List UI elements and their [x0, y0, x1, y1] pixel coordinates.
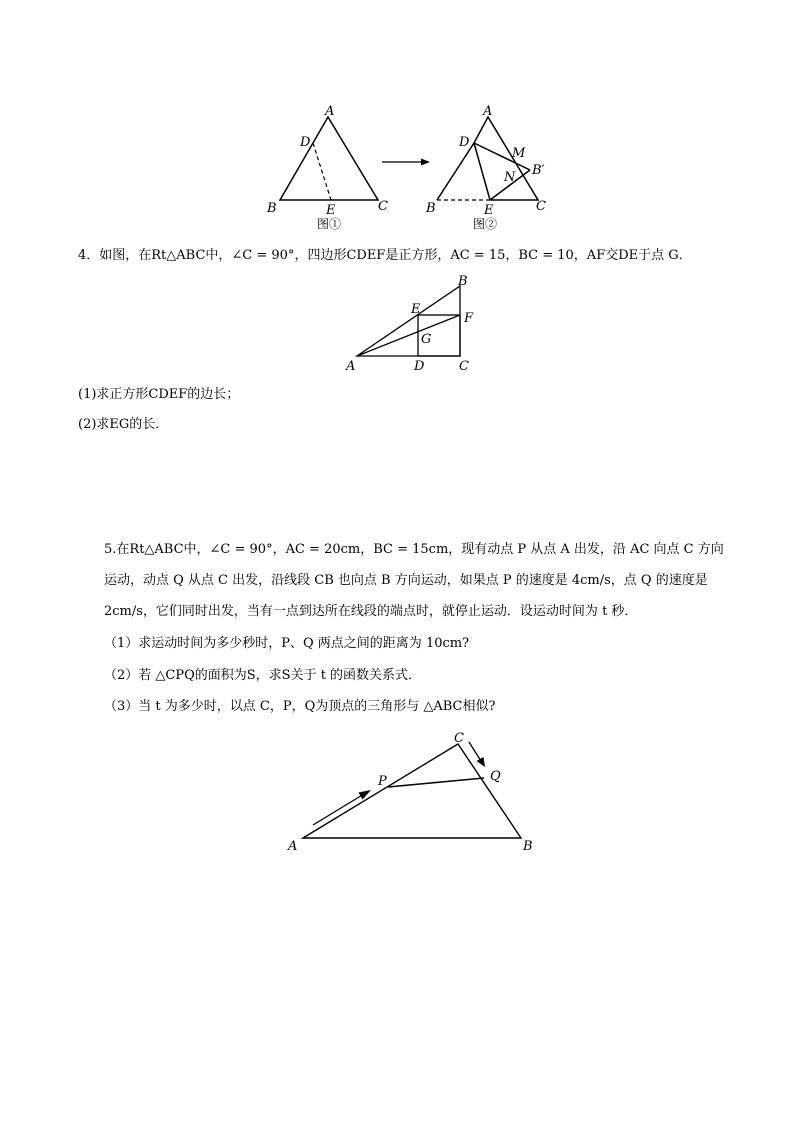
label-D: D — [414, 359, 425, 374]
fold-figure — [260, 100, 560, 235]
label-A-left: A — [325, 104, 335, 119]
label-Bprime-right: B′ — [532, 163, 545, 178]
label-C-right: C — [536, 199, 546, 214]
label-B-right: B — [426, 201, 436, 216]
label-B: B — [458, 274, 468, 289]
label-A: A — [346, 359, 356, 374]
label-P: P — [378, 774, 387, 789]
triangle-acb — [303, 744, 521, 838]
q5-part1: （1）求运动时间为多少秒时，P、Q 两点之间的距离为 10cm? — [104, 636, 470, 651]
caption-fig1: 图① — [317, 217, 342, 231]
label-E: E — [411, 302, 421, 317]
q4-part1: (1)求正方形CDEF的边长； — [78, 387, 240, 402]
label-C: C — [459, 359, 469, 374]
arrow-head-icon — [421, 159, 430, 166]
arrow-q-head-icon — [477, 757, 486, 767]
q5-stem-line2: 运动，动点 Q 从点 C 出发，沿线段 CB 也向点 B 方向运动，如果点 P 的速度是 4cm/s，点 Q 的速度是 — [104, 573, 708, 588]
label-C: C — [454, 731, 464, 746]
q4-stem: 4．如图，在Rt△ABC中，∠C = 90°，四边形CDEF是正方形，AC = 15，BC = 10，AF交DE于点 G． — [78, 248, 692, 263]
fold-line-de-left — [313, 143, 331, 200]
label-A: A — [288, 839, 298, 854]
label-Q: Q — [490, 769, 501, 784]
arrow-q-path — [469, 742, 481, 761]
label-N-right: N — [504, 170, 516, 185]
caption-fig2: 图② — [473, 217, 498, 231]
label-M-right: M — [512, 146, 526, 161]
label-D-left: D — [300, 135, 311, 150]
q4-part2: (2)求EG的长． — [78, 417, 169, 432]
arrow-p-path — [313, 794, 364, 825]
label-B-left: B — [267, 201, 277, 216]
label-G: G — [421, 332, 432, 347]
label-C-left: C — [378, 199, 388, 214]
segment-pq — [388, 778, 484, 787]
q5-part2: （2）若 △CPQ的面积为S，求S关于 t 的函数关系式． — [104, 668, 422, 683]
fold-line-de-right — [474, 143, 490, 200]
q5-part3: （3）当 t 为多少时，以点 C，P，Q为顶点的三角形与 △ABC相似? — [104, 699, 496, 714]
label-E-right: E — [484, 203, 494, 218]
triangle-abc-left — [280, 117, 378, 200]
label-E-left: E — [326, 203, 336, 218]
q5-stem-line1: 5.在Rt△ABC中，∠C = 90°，AC = 20cm，BC = 15cm，现有动点 P 从点 A 出发，沿 AC 向点 C 方向 — [104, 542, 724, 557]
label-D-right: D — [459, 135, 470, 150]
q5-figure — [280, 725, 540, 855]
label-F: F — [464, 311, 474, 326]
label-A-right: A — [483, 104, 493, 119]
q4-figure — [340, 272, 480, 377]
q5-stem-line3: 2cm/s，它们同时出发，当有一点到达所在线段的端点时，就停止运动．设运动时间为 t 秒． — [104, 604, 638, 619]
label-B: B — [523, 839, 533, 854]
